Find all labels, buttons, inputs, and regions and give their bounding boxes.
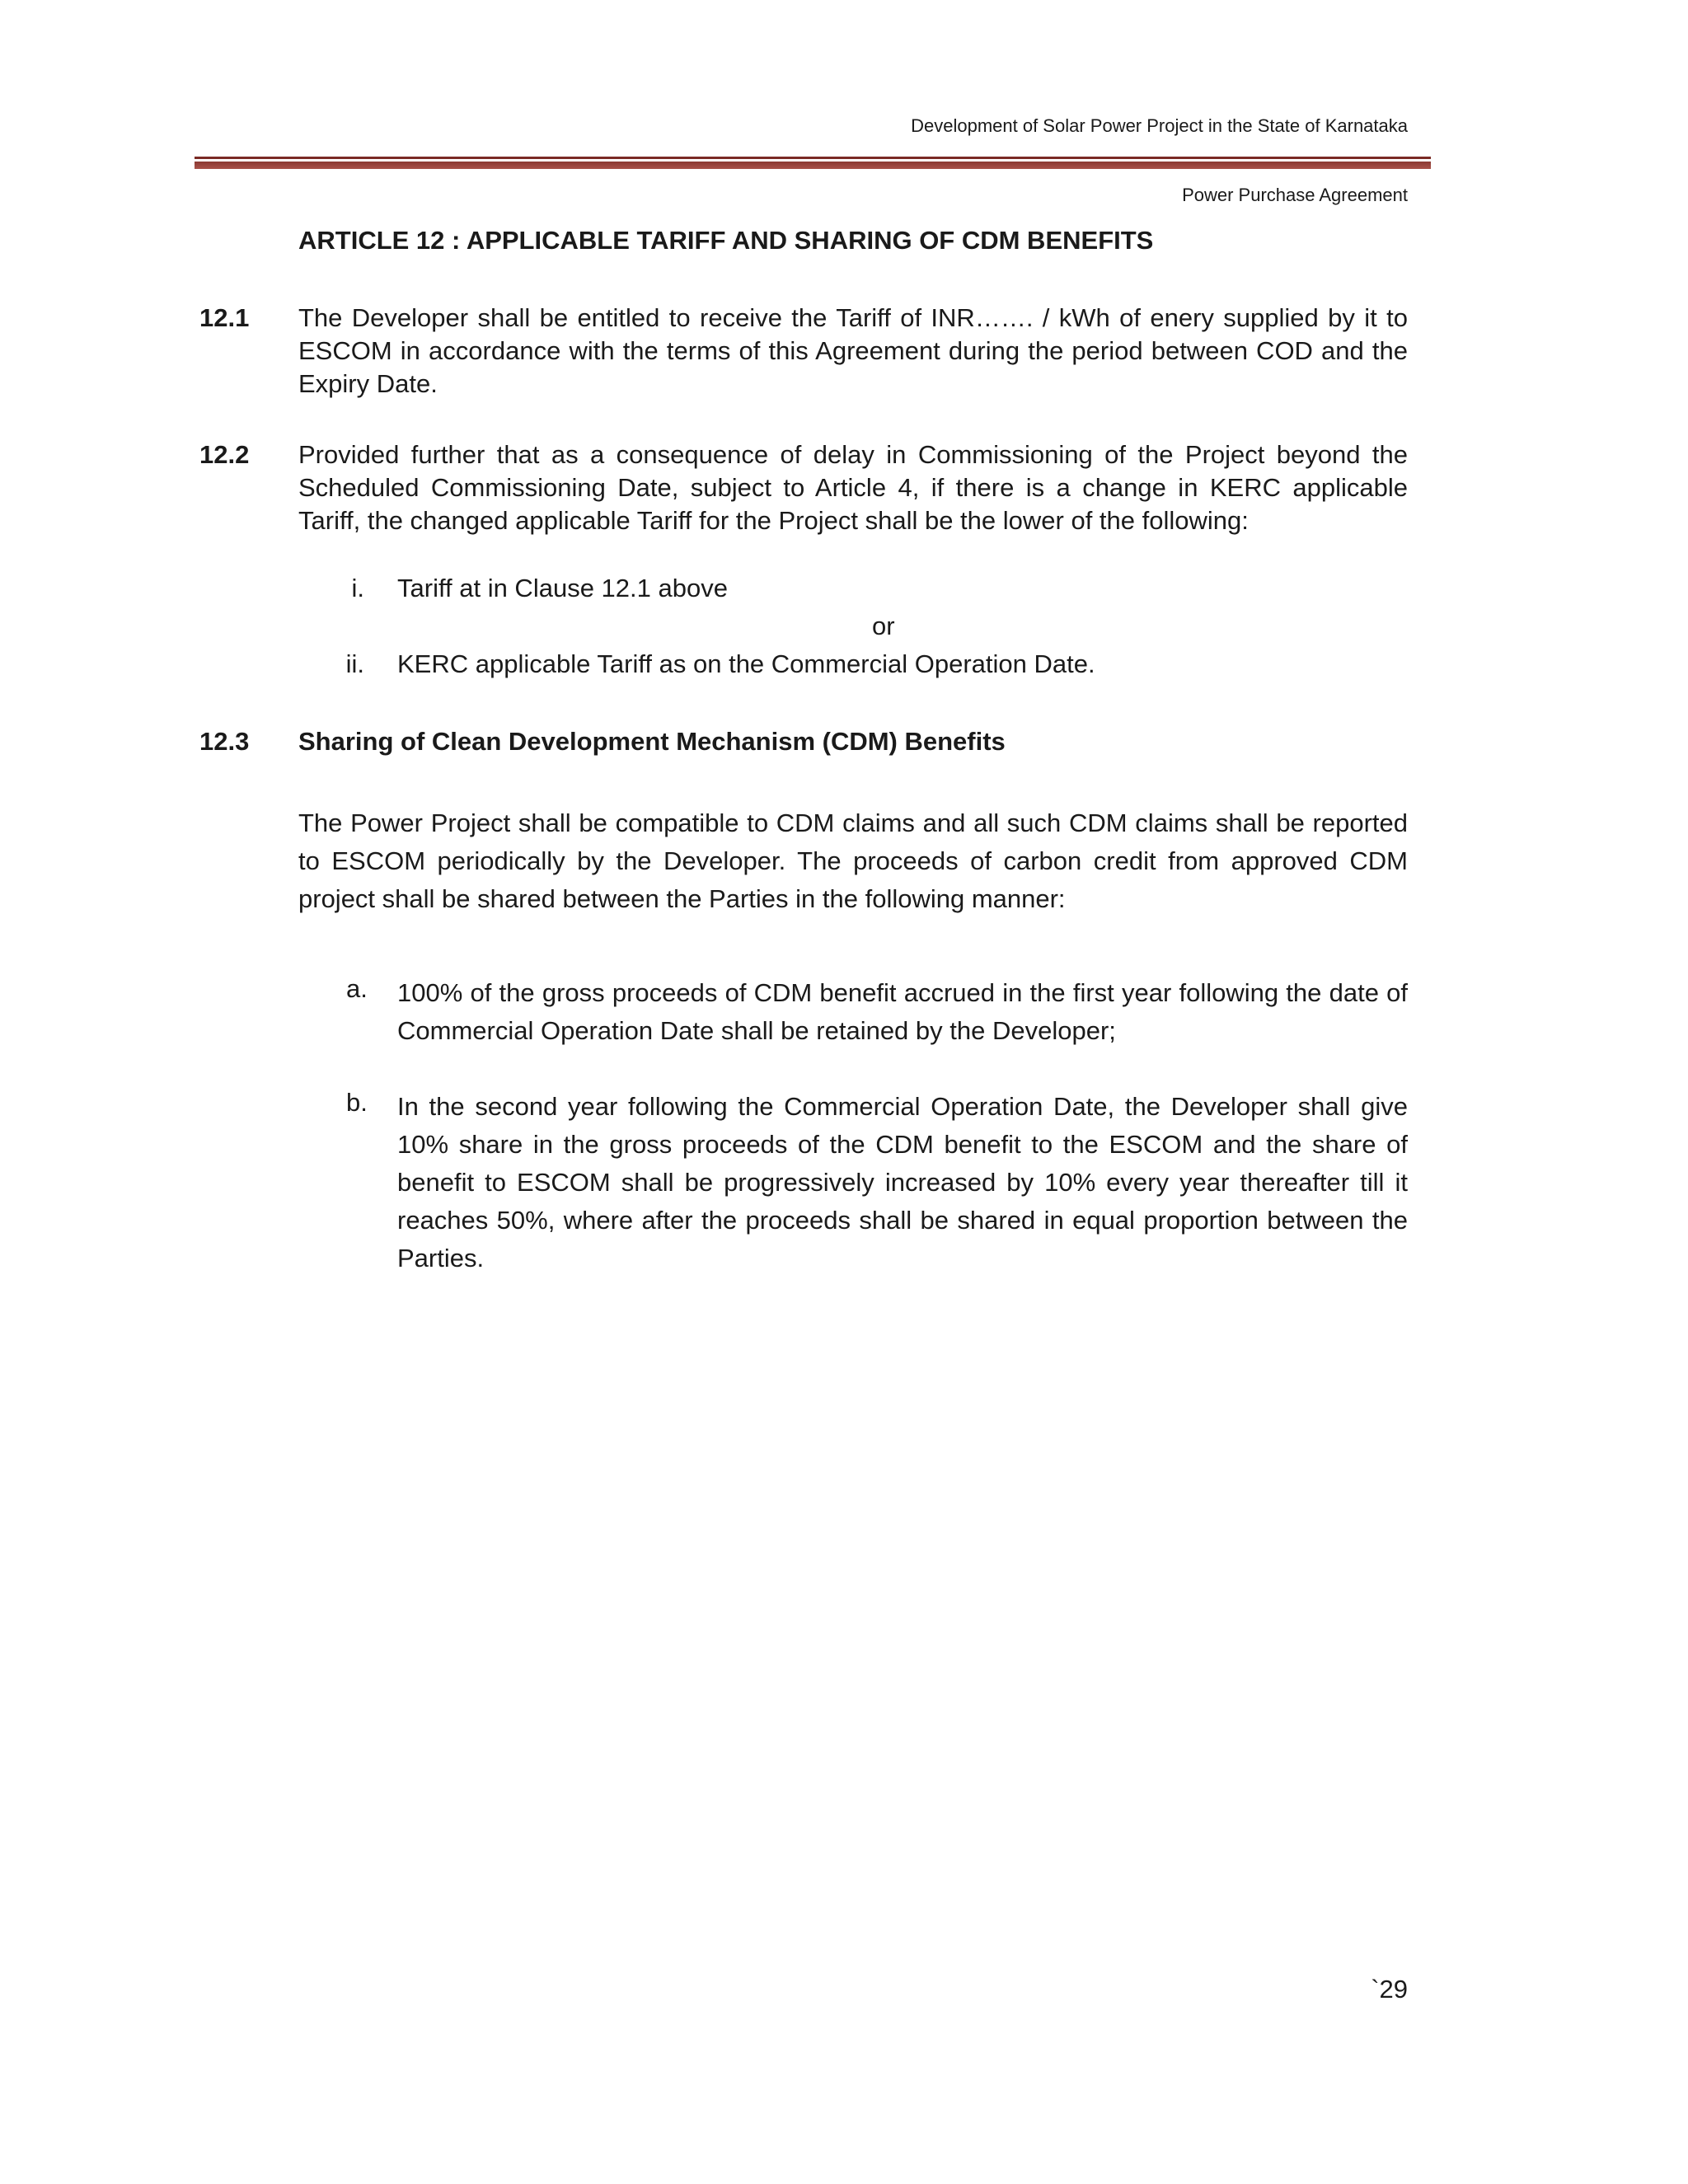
clause-number: 12.1 [199,303,250,332]
page-number: `29 [1371,1975,1408,2004]
list-item-text: 100% of the gross proceeds of CDM benefit accrued in the first year following the date of Commercial Operation Date shall be retained by the Developer; [397,978,1408,1045]
list-item-text: KERC applicable Tariff as on the Commercial Operation Date. [397,649,1095,678]
clause-text: The Developer shall be entitled to receive the Tariff of INR……. / kWh of enery supplied by it to ESCOM in accordance with the terms of this Agreement during the period between COD and the Expiry Date. [298,303,1408,398]
header-subtitle: Power Purchase Agreement [1182,185,1408,205]
header-title: Development of Solar Power Project in the State of Karnataka [911,115,1408,136]
header-rule-thick [195,162,1431,169]
clause-heading: Sharing of Clean Development Mechanism (CDM) Benefits [298,727,1006,756]
list-marker: i. [351,574,364,602]
article-heading: ARTICLE 12 : APPLICABLE TARIFF AND SHARING OF CDM BENEFITS [298,226,1154,255]
clause-number: 12.3 [199,727,250,756]
header-rule [195,157,1431,170]
separator-or: or [872,612,895,640]
header-rule-thin [195,157,1431,159]
list-marker: a. [346,974,368,1003]
list-marker: b. [346,1088,368,1117]
clause-number: 12.2 [199,440,250,469]
list-item-text: In the second year following the Commercial Operation Date, the Developer shall give 10% share in the gross proceeds of the CDM benefit to the ESCOM and the share of benefit to ESCOM shall be progressively increased by 10% every year thereafter till it reaches 50%, where after the proceeds shall be shared in equal proportion between the Parties. [397,1092,1408,1272]
clause-text: Provided further that as a consequence of delay in Commissioning of the Project beyond the Scheduled Commissioning Date, subject to Article 4, if there is a change in KERC applicable Tariff, the changed applicable Tariff for the Project shall be the lower of the following: [298,440,1408,535]
list-marker: ii. [345,649,364,678]
list-item-text: Tariff at in Clause 12.1 above [397,574,728,602]
clause-paragraph: The Power Project shall be compatible to CDM claims and all such CDM claims shall be reported to ESCOM periodically by the Developer. The proceeds of carbon credit from approved CDM project shall be shared between the Parties in the following manner: [298,808,1408,913]
